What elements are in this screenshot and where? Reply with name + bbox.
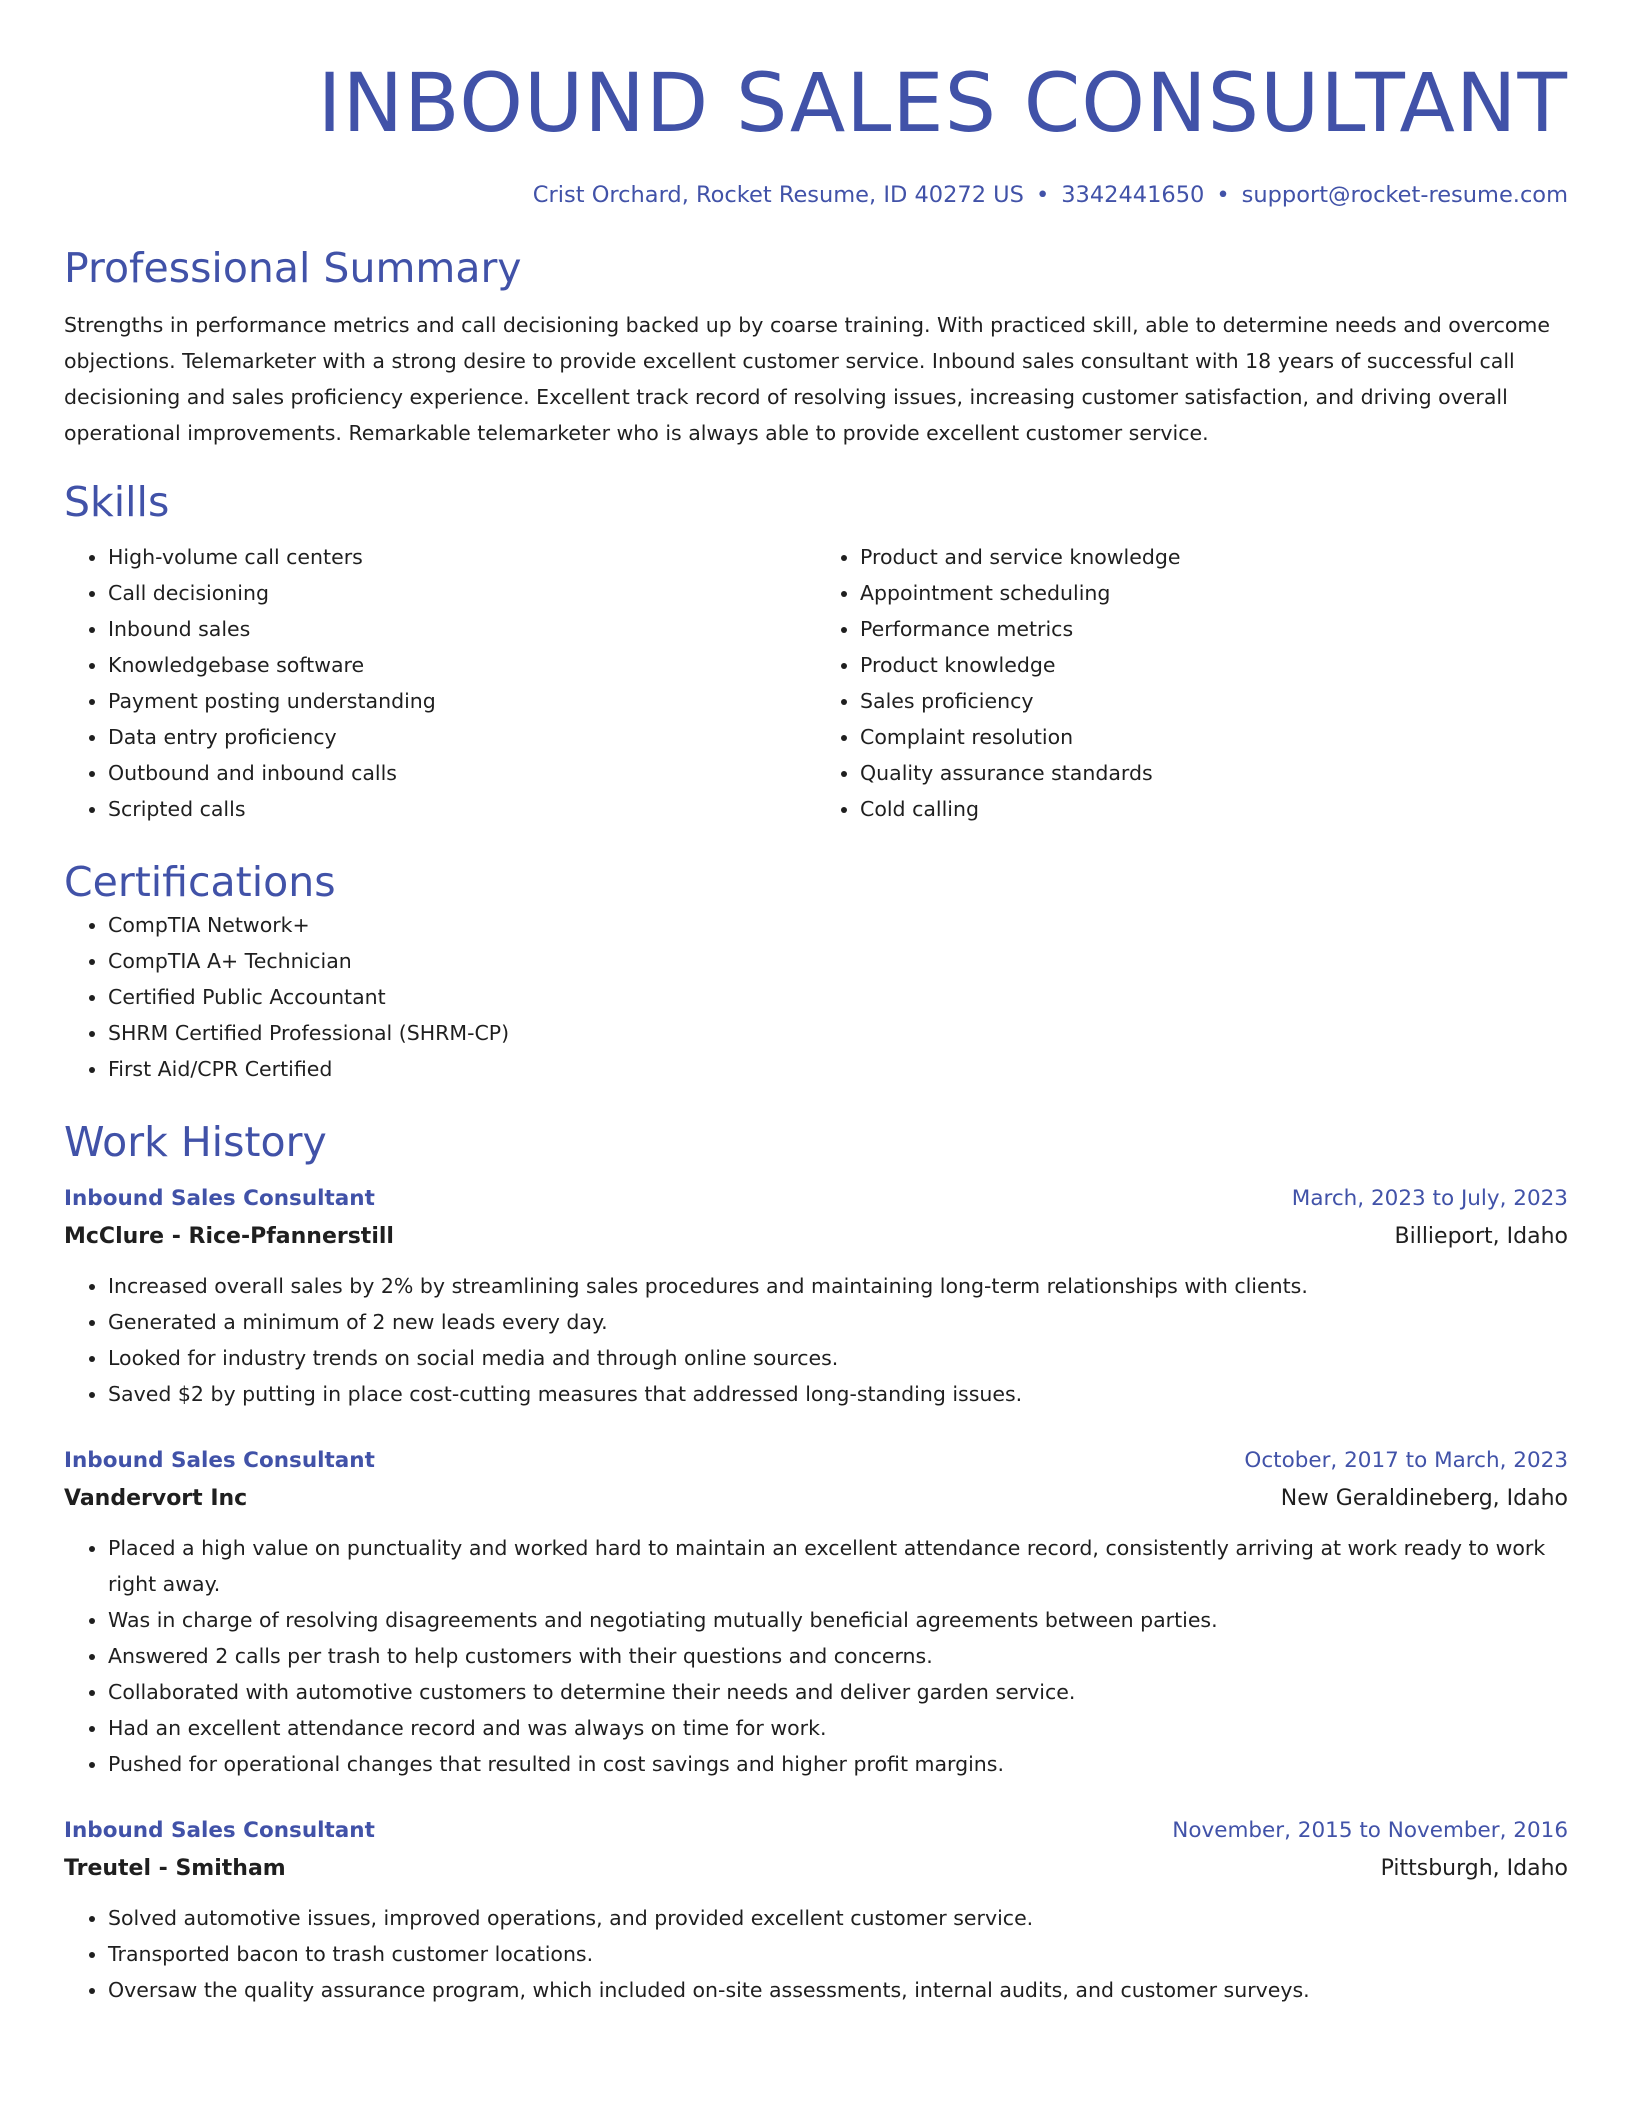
job-entry <box>64 1180 1568 1412</box>
job-bullets <box>64 1530 1568 1782</box>
summary-section <box>64 243 1568 451</box>
resume-header <box>64 0 1568 210</box>
job-bullet: • Increased overall sales by 2% by streamlining sales procedures and maintaining long-term relationships with clients. <box>108 1268 1568 1304</box>
skill-item: • Inbound sales <box>108 611 816 647</box>
job-bullet: • Transported bacon to trash customer locations. <box>108 1936 1568 1972</box>
job-bullet: • Looked for industry trends on social media and through online sources. <box>108 1340 1568 1376</box>
skills-grid <box>64 539 1568 827</box>
job-title: Inbound Sales Consultant <box>64 1818 375 1843</box>
skill-item: • Product and service knowledge <box>860 539 1568 575</box>
job-entry <box>64 1442 1568 1782</box>
certification-item: • CompTIA Network+ <box>108 907 1568 943</box>
job-bullet: • Had an excellent attendance record and was always on time for work. <box>108 1710 1568 1746</box>
job-title: Inbound Sales Consultant <box>64 1186 375 1211</box>
job-company: McClure - Rice-Pfannerstill <box>64 1224 394 1249</box>
job-company-row <box>64 1850 1568 1888</box>
skill-item: • Call decisioning <box>108 575 816 611</box>
certifications-section <box>64 857 1568 1087</box>
certification-item: • CompTIA A+ Technician <box>108 943 1568 979</box>
skills-list-left <box>64 539 816 827</box>
skill-item: • High-volume call centers <box>108 539 816 575</box>
job-company: Vandervort Inc <box>64 1486 248 1511</box>
skill-item: • Scripted calls <box>108 791 816 827</box>
job-dates: November, 2015 to November, 2016 <box>1172 1818 1568 1843</box>
job-title-row <box>64 1180 1568 1218</box>
certification-item: • Certified Public Accountant <box>108 979 1568 1015</box>
job-location: Pittsburgh, Idaho <box>1380 1856 1568 1881</box>
job-title: Inbound Sales Consultant <box>64 1448 375 1473</box>
contact-separator: • <box>1035 182 1050 208</box>
job-bullet: • Answered 2 calls per trash to help customers with their questions and concerns. <box>108 1638 1568 1674</box>
candidate-title: INBOUND SALES CONSULTANT <box>317 57 1568 151</box>
job-bullet: • Solved automotive issues, improved operations, and provided excellent customer service. <box>108 1900 1568 1936</box>
skill-item: • Sales proficiency <box>860 683 1568 719</box>
certification-item: • SHRM Certified Professional (SHRM-CP) <box>108 1015 1568 1051</box>
contact-line <box>64 180 1568 210</box>
summary-heading: Professional Summary <box>64 244 522 292</box>
skills-list-right <box>816 539 1568 827</box>
contact-address: Crist Orchard, Rocket Resume, ID 40272 US <box>532 182 1024 208</box>
skill-item: • Knowledgebase software <box>108 647 816 683</box>
contact-separator: • <box>1216 182 1230 208</box>
job-company: Treutel - Smitham <box>64 1856 286 1881</box>
job-location: New Geraldineberg, Idaho <box>1280 1486 1568 1511</box>
job-location: Billieport, Idaho <box>1394 1224 1568 1249</box>
certifications-list <box>64 907 1568 1087</box>
skill-item: • Appointment scheduling <box>860 575 1568 611</box>
job-bullet: • Pushed for operational changes that resulted in cost savings and higher profit margins. <box>108 1746 1568 1782</box>
job-company-row <box>64 1218 1568 1256</box>
job-title-row <box>64 1442 1568 1480</box>
skill-item: • Payment posting understanding <box>108 683 816 719</box>
job-dates: October, 2017 to March, 2023 <box>1244 1448 1568 1473</box>
job-bullet: • Generated a minimum of 2 new leads every day. <box>108 1304 1568 1340</box>
certifications-heading: Certifications <box>64 858 336 906</box>
job-company-row <box>64 1480 1568 1518</box>
summary-text: Strengths in performance metrics and call decisioning backed up by coarse training. With practiced skill, able to determine needs and overcome objections. Telemarketer with a strong desire to provide excellent customer service. Inbound sales consultant with 18 years of successful call decisioning and sales proficiency experience. Excellent track record of resolving issues, increasing customer satisfaction, and driving overall operational improvements. Remarkable telemarketer who is always able to provide excellent customer service. <box>64 313 1550 445</box>
job-bullet: • Was in charge of resolving disagreements and negotiating mutually beneficial agreements between parties. <box>108 1602 1568 1638</box>
job-bullet: • Saved $2 by putting in place cost-cutting measures that addressed long-standing issues. <box>108 1376 1568 1412</box>
skill-item: • Cold calling <box>860 791 1568 827</box>
job-title-row <box>64 1812 1568 1850</box>
job-dates: March, 2023 to July, 2023 <box>1291 1186 1568 1211</box>
skill-item: • Data entry proficiency <box>108 719 816 755</box>
contact-email: support@rocket-resume.com <box>1241 182 1568 208</box>
job-bullet: • Collaborated with automotive customers to determine their needs and deliver garden service. <box>108 1674 1568 1710</box>
skill-item: • Complaint resolution <box>860 719 1568 755</box>
skills-heading: Skills <box>64 478 170 526</box>
job-bullet: • Oversaw the quality assurance program, which included on-site assessments, internal audits, and customer surveys. <box>108 1972 1568 2008</box>
work-history-section <box>64 1117 1568 2008</box>
skill-item: • Outbound and inbound calls <box>108 755 816 791</box>
contact-phone: 3342441650 <box>1061 182 1205 208</box>
job-entry <box>64 1812 1568 2008</box>
skill-item: • Performance metrics <box>860 611 1568 647</box>
job-bullets <box>64 1900 1568 2008</box>
skill-item: • Product knowledge <box>860 647 1568 683</box>
skill-item: • Quality assurance standards <box>860 755 1568 791</box>
job-bullet: • Placed a high value on punctuality and worked hard to maintain an excellent attendance record, consistently arriving at work ready to work right away. <box>108 1530 1568 1602</box>
work-history-heading: Work History <box>64 1118 327 1166</box>
job-bullets <box>64 1268 1568 1412</box>
skills-section <box>64 477 1568 827</box>
certification-item: • First Aid/CPR Certified <box>108 1051 1568 1087</box>
